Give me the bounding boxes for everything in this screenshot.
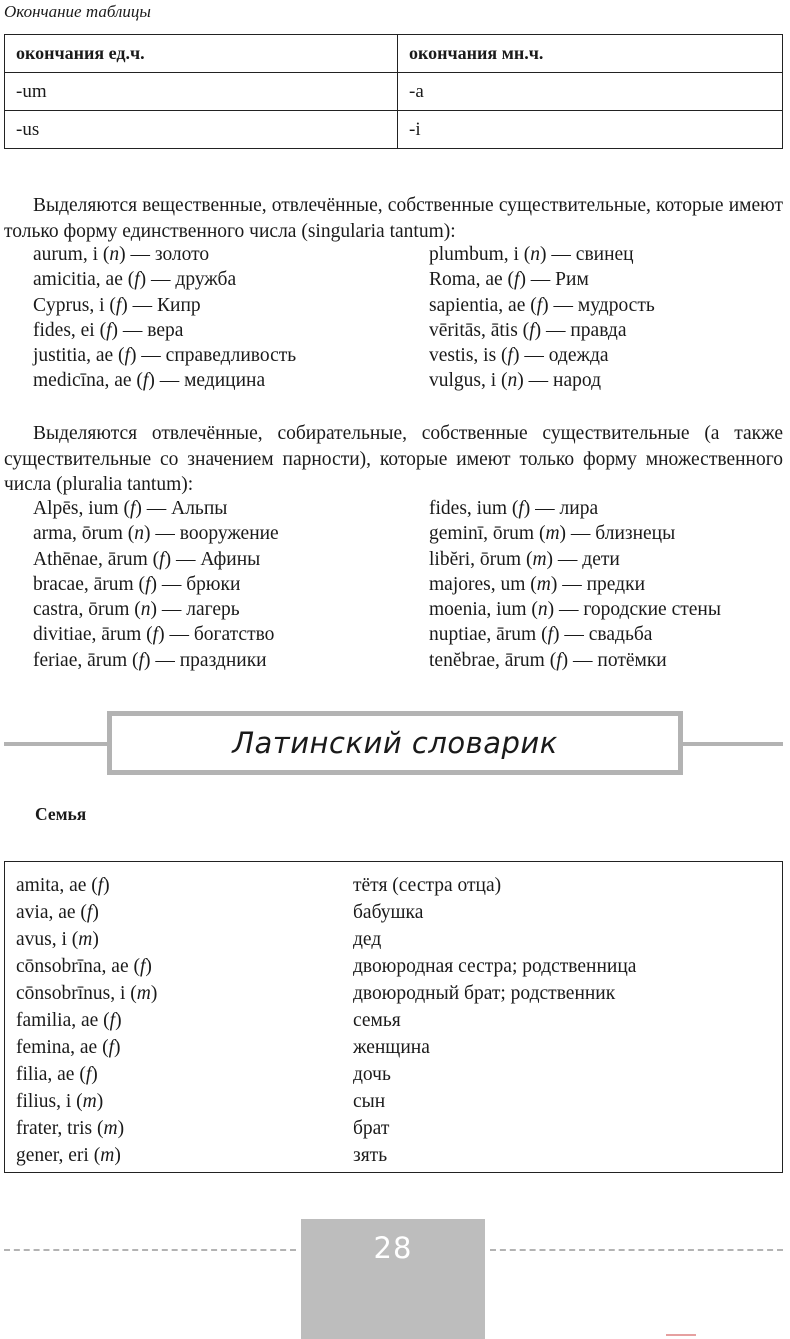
gender-bracket: ) [92,902,99,923]
latin-word: femina, ae ( [16,1037,109,1058]
gender-marker: f [140,956,146,977]
latin-word: nuptiae, ārum ( [429,624,548,646]
word-entry [33,648,429,673]
banner-rule-right [680,742,783,746]
latin-word: frater, tris ( [16,1118,104,1139]
gender-marker: f [85,1064,92,1085]
pluralia-word-list [33,496,783,673]
latin-word: avia, ae ( [16,902,87,923]
footer-dash-right [490,1249,783,1251]
word-entry [429,368,783,393]
latin-word: majores, um ( [429,573,537,595]
latin-word: filius, i ( [16,1091,83,1112]
gender-marker: f [507,345,513,367]
word-entry [429,572,783,597]
translation: ) — праздники [143,649,267,671]
translation: ) — богатство [158,624,275,646]
vocab-row [16,1061,391,1088]
translation: брат [353,1118,390,1139]
gender-marker: m [532,548,547,570]
table-cell: -us [5,111,398,149]
word-entry [429,622,783,647]
latin-word: amita, ae ( [16,875,98,896]
translation: ) — Альпы [135,498,228,519]
gender-marker: n [530,244,541,265]
gender-marker: f [138,649,144,671]
gender-marker: f [556,649,562,671]
latin-word: sapientia, ae ( [429,294,537,316]
banner-title: Латинский словарик [232,726,558,760]
word-entry [33,343,429,368]
gender-marker: m [536,573,551,595]
latin-word: medicīna, ae ( [33,370,143,392]
vocab-row [16,872,502,899]
vocab-row [16,980,616,1007]
translation: ) — мудрость [542,294,655,316]
word-entry [33,622,429,647]
header-plural: окончания мн.ч. [398,35,783,73]
word-entry [429,242,783,267]
word-entry [429,318,783,343]
latin-word: cōnsobrīna, ae ( [16,956,140,977]
gender-bracket: ) [150,983,158,1004]
translation: двоюродный брат; родственник [353,983,616,1004]
table-cell: -a [398,73,783,111]
translation: ) — свадьба [553,624,653,646]
word-entry [429,648,783,673]
gender-marker: f [124,345,130,367]
translation: ) — близнецы [559,523,676,545]
translation: двоюродная сестра; родственница [353,956,637,977]
gender-bracket: ) [92,929,99,950]
gender-marker: m [100,1145,115,1166]
word-entry [33,496,429,521]
word-entry [429,496,783,521]
endings-table [4,34,783,149]
word-entry [33,242,429,267]
gender-marker: f [159,548,165,570]
translation: ) — правда [534,319,627,341]
gender-marker: f [106,319,112,341]
translation: ) — Кипр [121,294,201,316]
latin-word: cōnsobrīnus, i ( [16,983,137,1004]
vocab-row [16,1034,430,1061]
latin-word: Cyprus, i ( [33,294,116,316]
word-entry [429,293,783,318]
latin-word: vestis, is ( [429,345,508,367]
word-entry [429,547,783,572]
translation: женщина [353,1037,430,1058]
vocab-row [16,1142,388,1169]
word-entry [429,521,783,546]
gender-marker: f [518,498,524,519]
gender-marker: n [140,599,151,621]
gender-marker: n [507,370,518,392]
latin-word: aurum, i ( [33,244,110,265]
gender-marker: f [152,624,159,646]
gender-marker: f [108,1037,114,1058]
word-entry [33,547,429,572]
translation: ) — народ [517,370,601,392]
latin-word: Roma, ae ( [429,269,515,291]
vocab-row [16,926,382,953]
translation: ) — одежда [512,345,609,367]
table-continuation-label: Окончание таблицы [4,2,151,21]
word-entry [33,368,429,393]
translation: ) — лира [523,498,599,519]
translation: ) — свинец [540,244,634,265]
translation: ) — брюки [150,573,241,595]
gender-bracket: ) [96,1091,104,1112]
translation: ) — дети [546,548,620,570]
gender-marker: f [129,498,136,519]
gender-marker: n [537,599,548,621]
latin-word: feriae, ārum ( [33,649,139,671]
latin-word: moenia, ium ( [429,599,538,621]
translation: ) — потёмки [561,649,667,671]
vocabulary-box [4,861,783,1173]
gender-bracket: ) [114,1037,121,1058]
latin-word: arma, ōrum ( [33,523,135,545]
gender-marker: f [514,269,520,291]
latin-word: amicitia, ae ( [33,269,135,291]
latin-word: vēritās, ātis ( [429,319,530,341]
latin-word: castra, ōrum ( [33,599,141,621]
translation: ) — справедливость [129,345,297,367]
latin-word: justitia, ae ( [33,345,125,367]
header-singular: окончания ед.ч. [5,35,398,73]
latin-word: avus, i ( [16,929,79,950]
table-cell: -i [398,111,783,149]
latin-word: vulgus, i ( [429,370,508,392]
gender-marker: n [109,244,120,265]
latin-word: fides, ei ( [33,319,107,341]
latin-word: filia, ae ( [16,1064,86,1085]
translation: бабушка [353,902,424,923]
word-entry [33,521,429,546]
gender-bracket: ) [114,1145,121,1166]
gender-bracket: ) [91,1064,98,1085]
gender-bracket: ) [115,1010,122,1031]
gender-marker: f [529,319,535,341]
gender-marker: m [136,983,151,1004]
gender-marker: m [103,1118,118,1139]
word-entry [33,267,429,292]
section-title: Семья [35,804,87,824]
gender-marker: n [134,523,145,545]
latin-word: fides, ium ( [429,498,519,519]
translation: ) — Рим [519,269,589,291]
gender-marker: f [142,370,149,392]
gender-bracket: ) [145,956,152,977]
translation: тётя (сестра отца) [353,875,502,896]
latin-word: familia, ae ( [16,1010,110,1031]
gender-marker: f [86,902,93,923]
translation: ) — Афины [164,548,261,570]
word-entry [33,293,429,318]
translation: ) — вооружение [144,523,279,545]
word-entry [429,343,783,368]
banner-rule-left [4,742,110,746]
translation: ) — медицина [148,370,266,392]
singularia-word-list [33,242,783,394]
translation: дочь [353,1064,391,1085]
pen-mark [666,1334,696,1336]
pluralia-paragraph: Выделяются отвлечённые, собирательные, собственные существительные (а также существительные со значением парности), которые имеют только форму множественного числа (pluralia tantum): [4,423,783,495]
gender-marker: m [78,929,93,950]
gender-marker: f [547,624,554,646]
gender-bracket: ) [103,875,110,896]
table-row [5,73,783,111]
translation: ) — вера [111,319,184,341]
translation: семья [353,1010,401,1031]
gender-marker: f [97,875,104,896]
gender-marker: m [545,523,560,545]
translation: зять [353,1145,388,1166]
page-number: 28 [373,1231,413,1265]
singularia-paragraph: Выделяются вещественные, отвлечённые, собственные существительные, которые имеют только форму единственного числа (singularia tantum): [4,195,783,242]
gender-marker: f [145,573,151,595]
gender-marker: f [536,294,543,316]
latin-word: divitiae, ārum ( [33,624,153,646]
translation: сын [353,1091,386,1112]
word-entry [33,597,429,622]
translation: ) — золото [119,244,210,265]
word-entry [429,267,783,292]
gender-marker: m [82,1091,97,1112]
latin-word: libĕri, ōrum ( [429,548,533,570]
latin-word: geminī, ōrum ( [429,523,546,545]
table-header-row [5,35,783,73]
latin-word: bracae, ārum ( [33,573,146,595]
gender-marker: f [134,269,140,291]
latin-word: Alpēs, ium ( [33,498,130,519]
table-cell: -um [5,73,398,111]
word-entry [33,318,429,343]
footer-dash-left [4,1249,296,1251]
vocab-row [16,953,637,980]
table-row [5,111,783,149]
latin-word: plumbum, i ( [429,244,531,265]
vocab-row [16,1007,401,1034]
vocab-row [16,1088,386,1115]
gender-bracket: ) [117,1118,125,1139]
translation: ) — лагерь [150,599,240,621]
translation: дед [353,929,382,950]
word-entry [33,572,429,597]
translation: ) — предки [550,573,646,595]
vocab-row [16,899,424,926]
word-entry [429,597,783,622]
vocab-row [16,1115,390,1142]
translation: ) — городские стены [547,599,721,621]
gender-marker: f [115,294,122,316]
latin-word: gener, eri ( [16,1145,101,1166]
translation: ) — дружба [139,269,237,291]
dictionary-banner [107,711,683,775]
gender-marker: f [109,1010,116,1031]
page-number-tab [301,1219,485,1339]
latin-word: tenĕbrae, ārum ( [429,649,557,671]
latin-word: Athēnae, ārum ( [33,548,160,570]
